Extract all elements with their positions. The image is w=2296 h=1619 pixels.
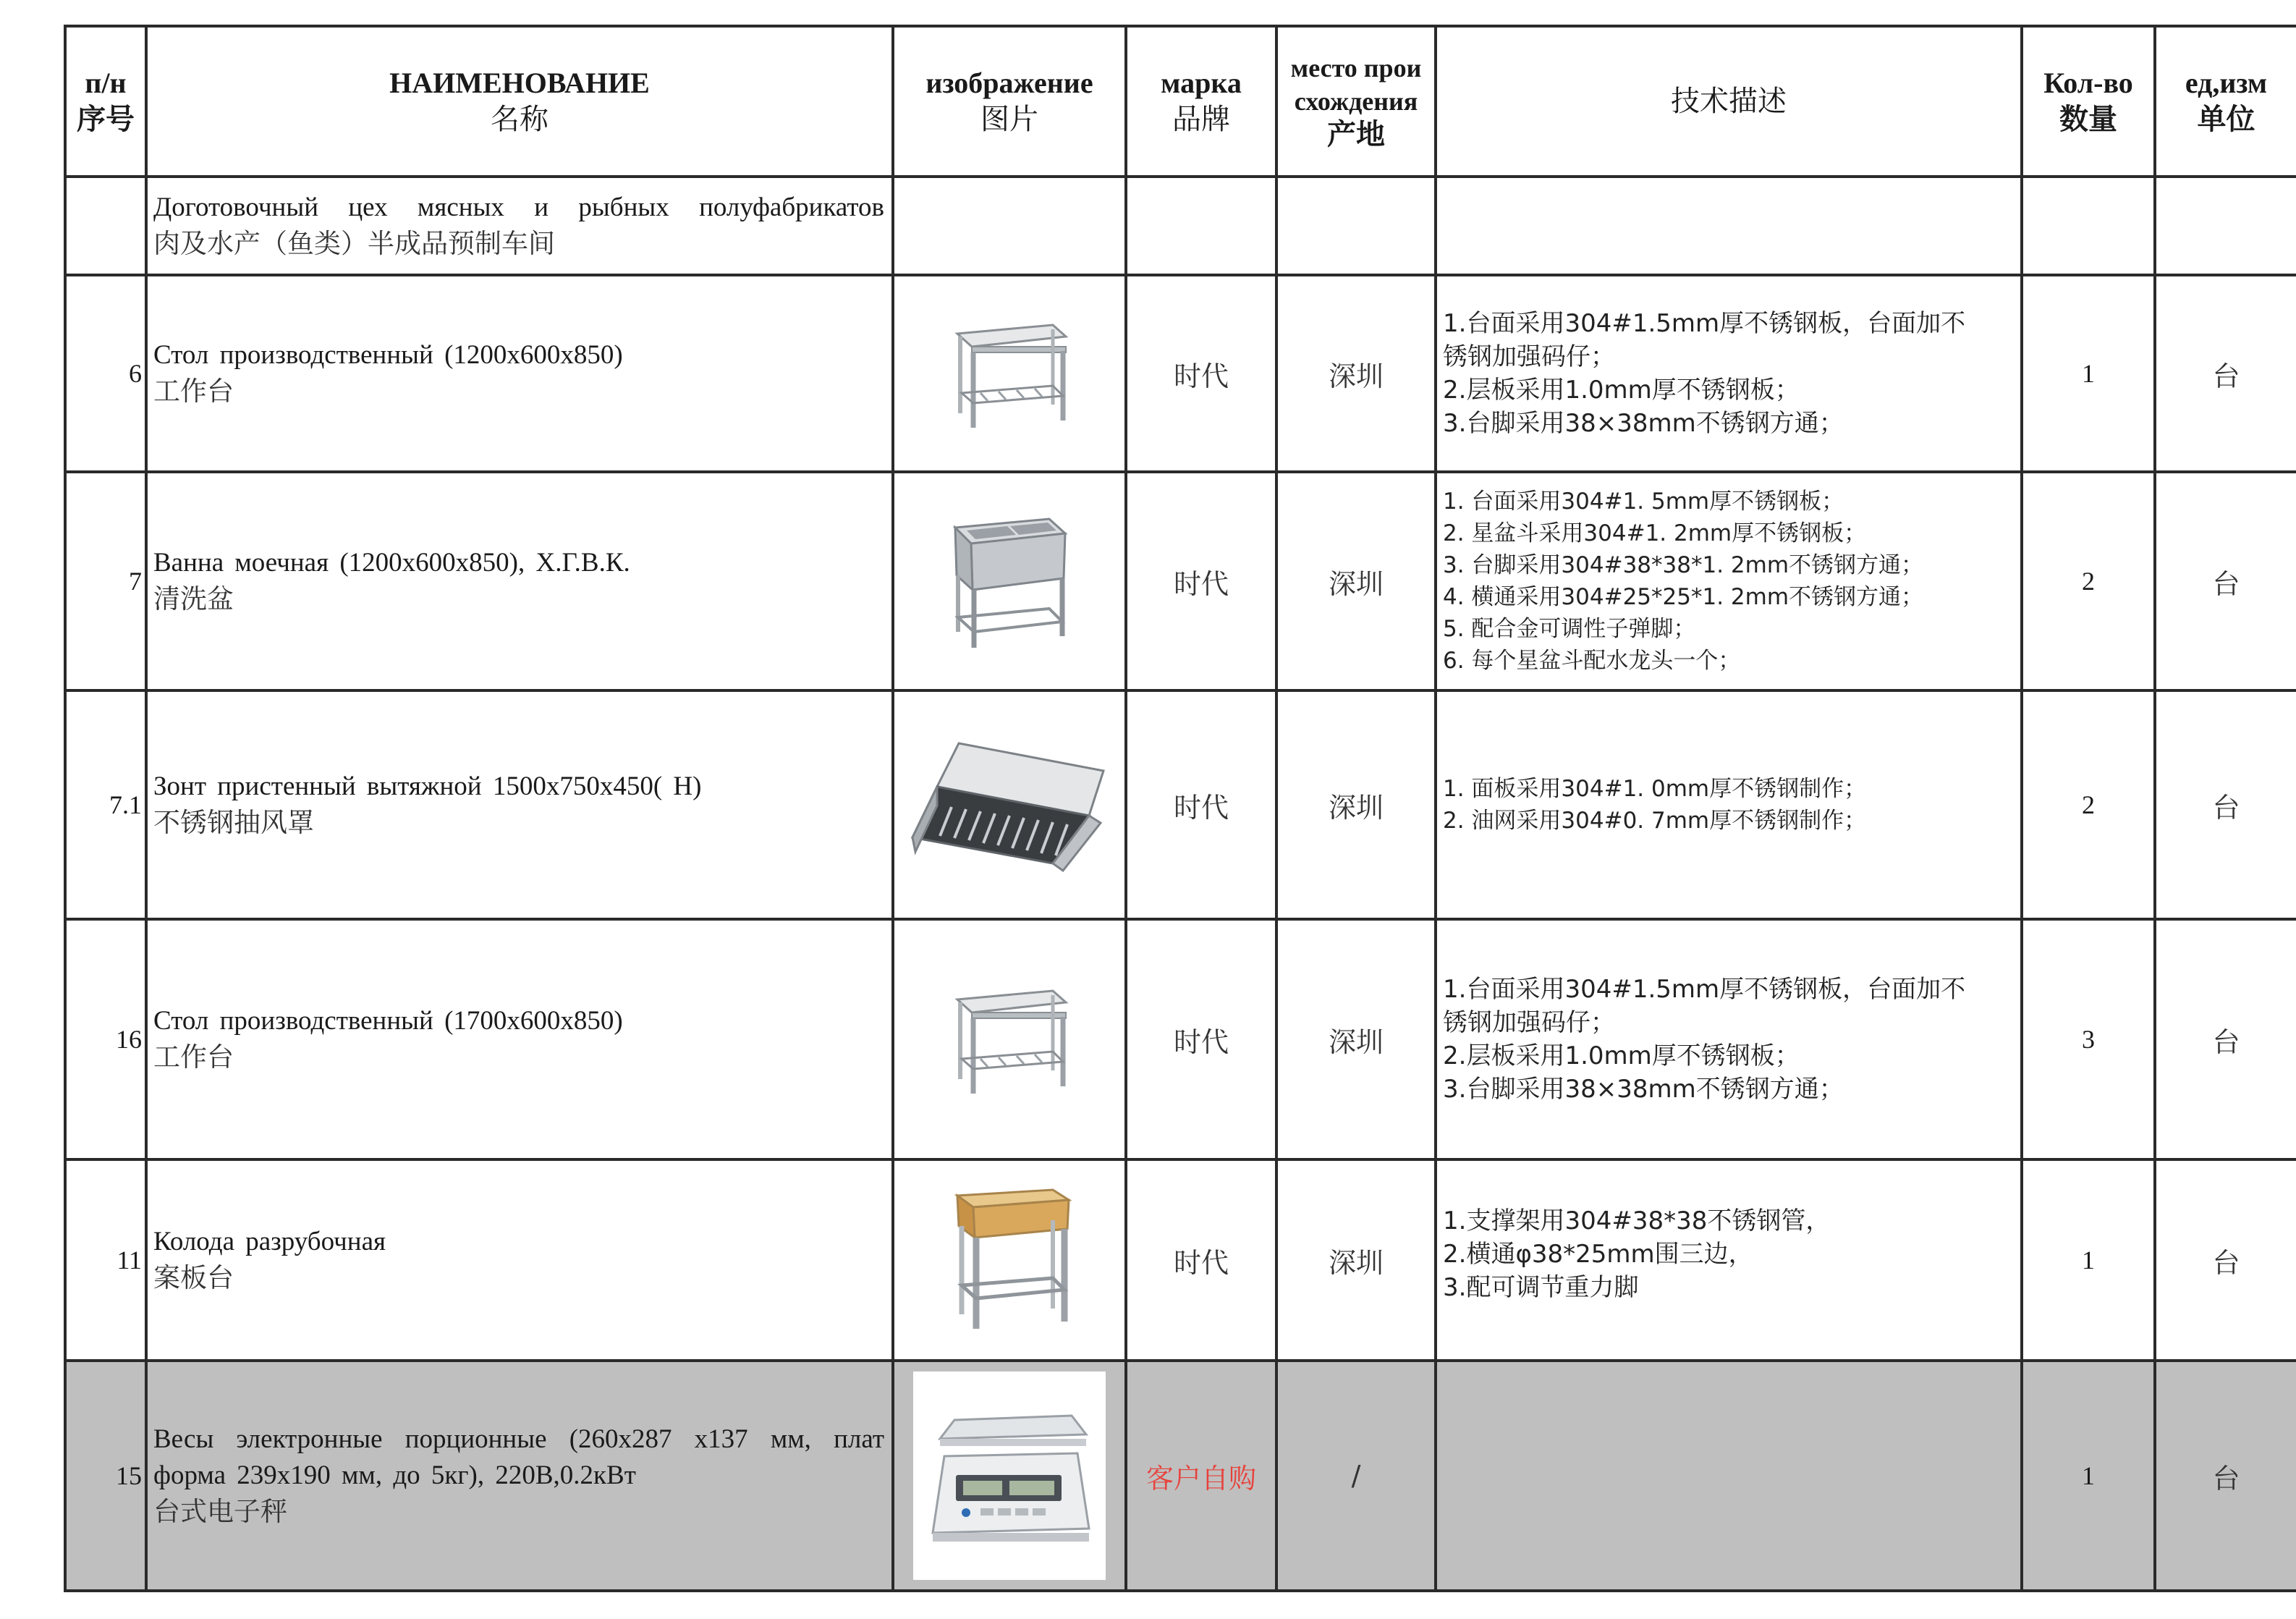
tech-description: 1.台面采用304#1.5mm厚不锈钢板，台面加不 锈钢加强码仔； 2.层板采用1.0mm厚不锈钢板； 3.台脚采用38×38mm不锈钢方通；	[1436, 919, 2022, 1159]
item-image	[893, 275, 1126, 472]
header-row	[65, 26, 2296, 177]
tech-description: 1. 面板采用304#1. 0mm厚不锈钢制作； 2. 油网采用304#0. 7mm厚不锈钢制作；	[1436, 690, 2022, 919]
table-row	[65, 275, 2296, 472]
unit: 台	[2155, 472, 2296, 690]
electronic-scale-icon	[923, 1405, 1096, 1550]
header-name: НАИМЕНОВАНИЕ 名称	[146, 26, 893, 177]
equipment-sheet	[64, 25, 2296, 1592]
row-number: 6	[65, 275, 146, 472]
quantity: 2	[2022, 690, 2155, 919]
header-desc: 技术描述	[1436, 26, 2022, 177]
tech-description: 1.支撑架用304#38*38不锈钢管， 2.横通φ38*25mm围三边， 3.配可调节重力脚	[1436, 1159, 2022, 1361]
table-row	[65, 1361, 2296, 1591]
origin: 深圳	[1276, 919, 1436, 1159]
row-number: 7.1	[65, 690, 146, 919]
unit: 台	[2155, 919, 2296, 1159]
header-no: п/н 序号	[65, 26, 146, 177]
quantity: 3	[2022, 919, 2155, 1159]
header-image: изображение 图片	[893, 26, 1126, 177]
item-image	[893, 690, 1126, 919]
header-brand: марка 品牌	[1126, 26, 1276, 177]
table-row	[65, 472, 2296, 690]
row-number: 11	[65, 1159, 146, 1361]
tech-description	[1436, 1361, 2022, 1591]
steel-worktable-icon	[944, 978, 1075, 1101]
item-name: Зонт пристенный вытяжной 1500х750х450( Н) 不锈钢抽风罩	[146, 690, 893, 919]
table-row	[65, 1159, 2296, 1361]
quantity: 1	[2022, 275, 2155, 472]
header-unit: ед,изм 单位	[2155, 26, 2296, 177]
origin: 深圳	[1276, 1159, 1436, 1361]
brand: 时代	[1126, 1159, 1276, 1361]
origin: 深圳	[1276, 690, 1436, 919]
quantity: 1	[2022, 1361, 2155, 1591]
origin: 深圳	[1276, 472, 1436, 690]
unit: 台	[2155, 1159, 2296, 1361]
brand: 时代	[1126, 919, 1276, 1159]
quantity: 1	[2022, 1159, 2155, 1361]
section-title: Доготовочный цех мясных и рыбных полуфабрикатов 肉及水产（鱼类）半成品预制车间	[146, 177, 893, 275]
header-origin: место прои схождения 产地	[1276, 26, 1436, 177]
unit: 台	[2155, 1361, 2296, 1591]
steel-worktable-icon	[944, 312, 1075, 435]
origin: 深圳	[1276, 275, 1436, 472]
item-name: Колода разрубочная 案板台	[146, 1159, 893, 1361]
butcher-block-icon	[944, 1184, 1075, 1336]
unit: 台	[2155, 275, 2296, 472]
item-name: Стол производственный (1700х600х850) 工作台	[146, 919, 893, 1159]
double-sink-icon	[941, 509, 1078, 654]
item-image	[893, 1361, 1126, 1591]
brand: 时代	[1126, 690, 1276, 919]
tech-description: 1. 台面采用304#1. 5mm厚不锈钢板； 2. 星盆斗采用304#1. 2mm厚不锈钢板； 3. 台脚采用304#38*38*1. 2mm不锈钢方通； 4. 横通采用304#25*25*1. 2mm不锈钢方通； 5. 配合金可调性子弹脚； 6. 每个星盆斗配水龙头一个；	[1436, 472, 2022, 690]
brand: 客户自购	[1126, 1361, 1276, 1591]
equipment-table	[64, 25, 2296, 1592]
item-image	[893, 1159, 1126, 1361]
row-number: 16	[65, 919, 146, 1159]
row-number: 15	[65, 1361, 146, 1591]
quantity: 2	[2022, 472, 2155, 690]
item-image	[893, 919, 1126, 1159]
header-qty: Кол-во 数量	[2022, 26, 2155, 177]
tech-description: 1.台面采用304#1.5mm厚不锈钢板，台面加不 锈钢加强码仔； 2.层板采用1.0mm厚不锈钢板； 3.台脚采用38×38mm不锈钢方通；	[1436, 275, 2022, 472]
brand: 时代	[1126, 472, 1276, 690]
table-row	[65, 690, 2296, 919]
origin: /	[1276, 1361, 1436, 1591]
table-row	[65, 919, 2296, 1159]
item-name: Стол производственный (1200х600х850) 工作台	[146, 275, 893, 472]
row-number: 7	[65, 472, 146, 690]
item-name: Ванна моечная (1200х600х850), Х.Г.В.К. 清洗盆	[146, 472, 893, 690]
item-image	[893, 472, 1126, 690]
exhaust-hood-icon	[908, 736, 1111, 874]
item-name: Весы электронные порционные (260х287 х137 мм, плат форма 239х190 мм, до 5кг), 220В,0.2кВт 台式电子秤	[146, 1361, 893, 1591]
unit: 台	[2155, 690, 2296, 919]
brand: 时代	[1126, 275, 1276, 472]
section-row	[65, 177, 2296, 275]
